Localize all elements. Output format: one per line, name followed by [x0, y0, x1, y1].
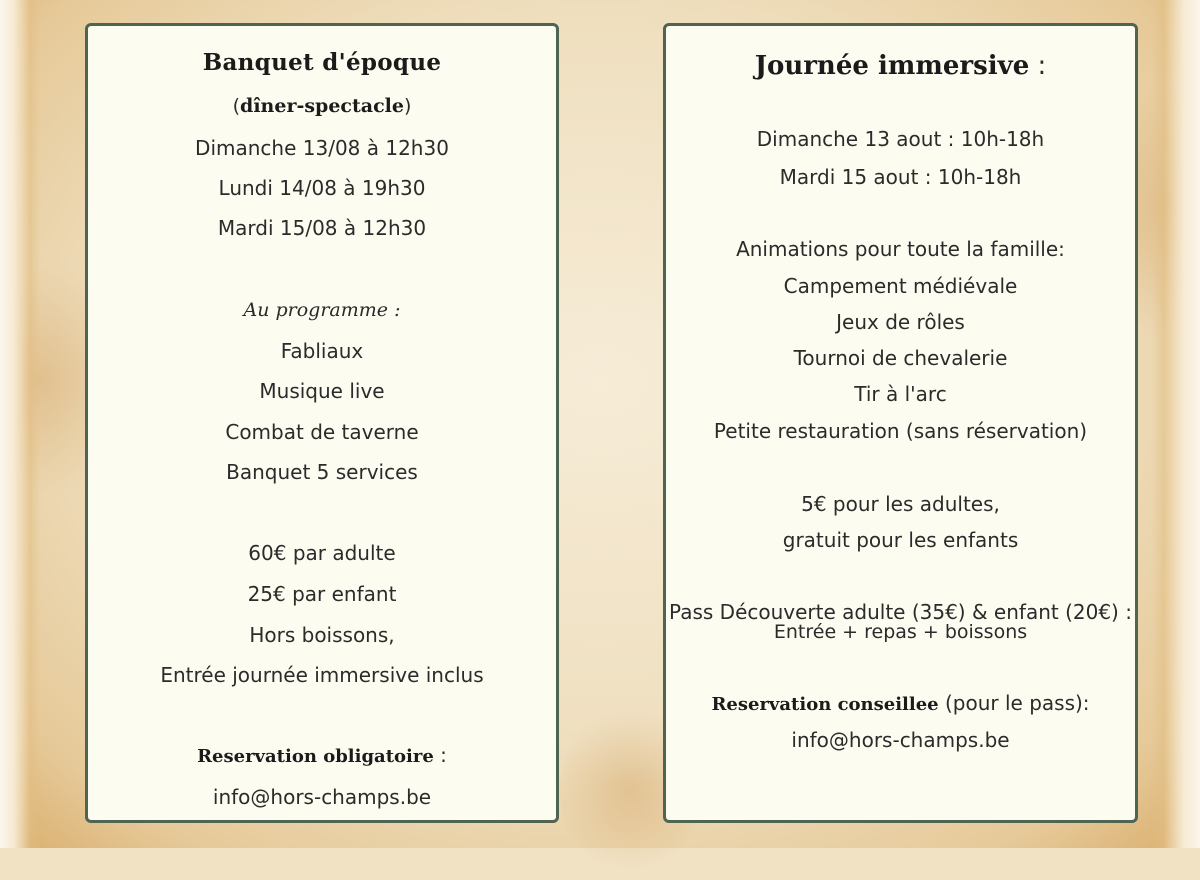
activity-item: Petite restauration (sans réservation) — [713, 419, 1088, 443]
program-item: Combat de taverne — [225, 420, 419, 444]
reservation-advised: Reservation conseillee (pour le pass): — [711, 691, 1090, 715]
activity-item: Tournoi de chevalerie — [793, 346, 1008, 370]
activities-heading: Animations pour toute la famille: — [736, 237, 1065, 261]
banquet-title: Banquet d'époque — [202, 49, 442, 76]
reservation-required: Reservation obligatoire : — [197, 743, 447, 767]
banquet-date: Dimanche 13/08 à 12h30 — [195, 136, 449, 160]
activity-item: Campement médiévale — [783, 274, 1018, 298]
pass-contents: Entrée + repas + boissons — [773, 621, 1028, 643]
program-item: Banquet 5 services — [226, 460, 418, 484]
banquet-date: Lundi 14/08 à 19h30 — [218, 176, 426, 200]
price-line: 25€ par enfant — [247, 582, 397, 606]
immersive-title: Journée immersive : — [754, 51, 1047, 81]
price-children: gratuit pour les enfants — [782, 528, 1019, 552]
program-item: Fabliaux — [280, 339, 364, 363]
schedule-line: Dimanche 13 aout : 10h-18h — [756, 127, 1045, 151]
program-item: Musique live — [259, 379, 385, 403]
torn-edge-right — [1152, 0, 1200, 848]
pass-offer: Pass Découverte adulte (35€) & enfant (20€) : — [669, 600, 1132, 624]
immersive-day-card — [663, 23, 1138, 823]
activity-item: Tir à l'arc — [854, 382, 947, 406]
banquet-card — [85, 23, 559, 823]
banquet-email[interactable]: info@hors-champs.be — [212, 785, 432, 809]
activity-item: Jeux de rôles — [836, 310, 965, 334]
immersive-email[interactable]: info@hors-champs.be — [791, 728, 1010, 752]
price-line: Hors boissons, — [249, 623, 395, 647]
schedule-line: Mardi 15 aout : 10h-18h — [779, 165, 1022, 189]
banquet-subtitle: (dîner-spectacle) — [232, 95, 412, 117]
program-heading: Au programme : — [243, 299, 401, 321]
torn-edge-left — [0, 0, 40, 848]
price-line: 60€ par adulte — [248, 541, 396, 565]
price-line: Entrée journée immersive inclus — [160, 663, 484, 687]
banquet-date: Mardi 15/08 à 12h30 — [217, 216, 427, 240]
price-adults: 5€ pour les adultes, — [801, 492, 1000, 516]
